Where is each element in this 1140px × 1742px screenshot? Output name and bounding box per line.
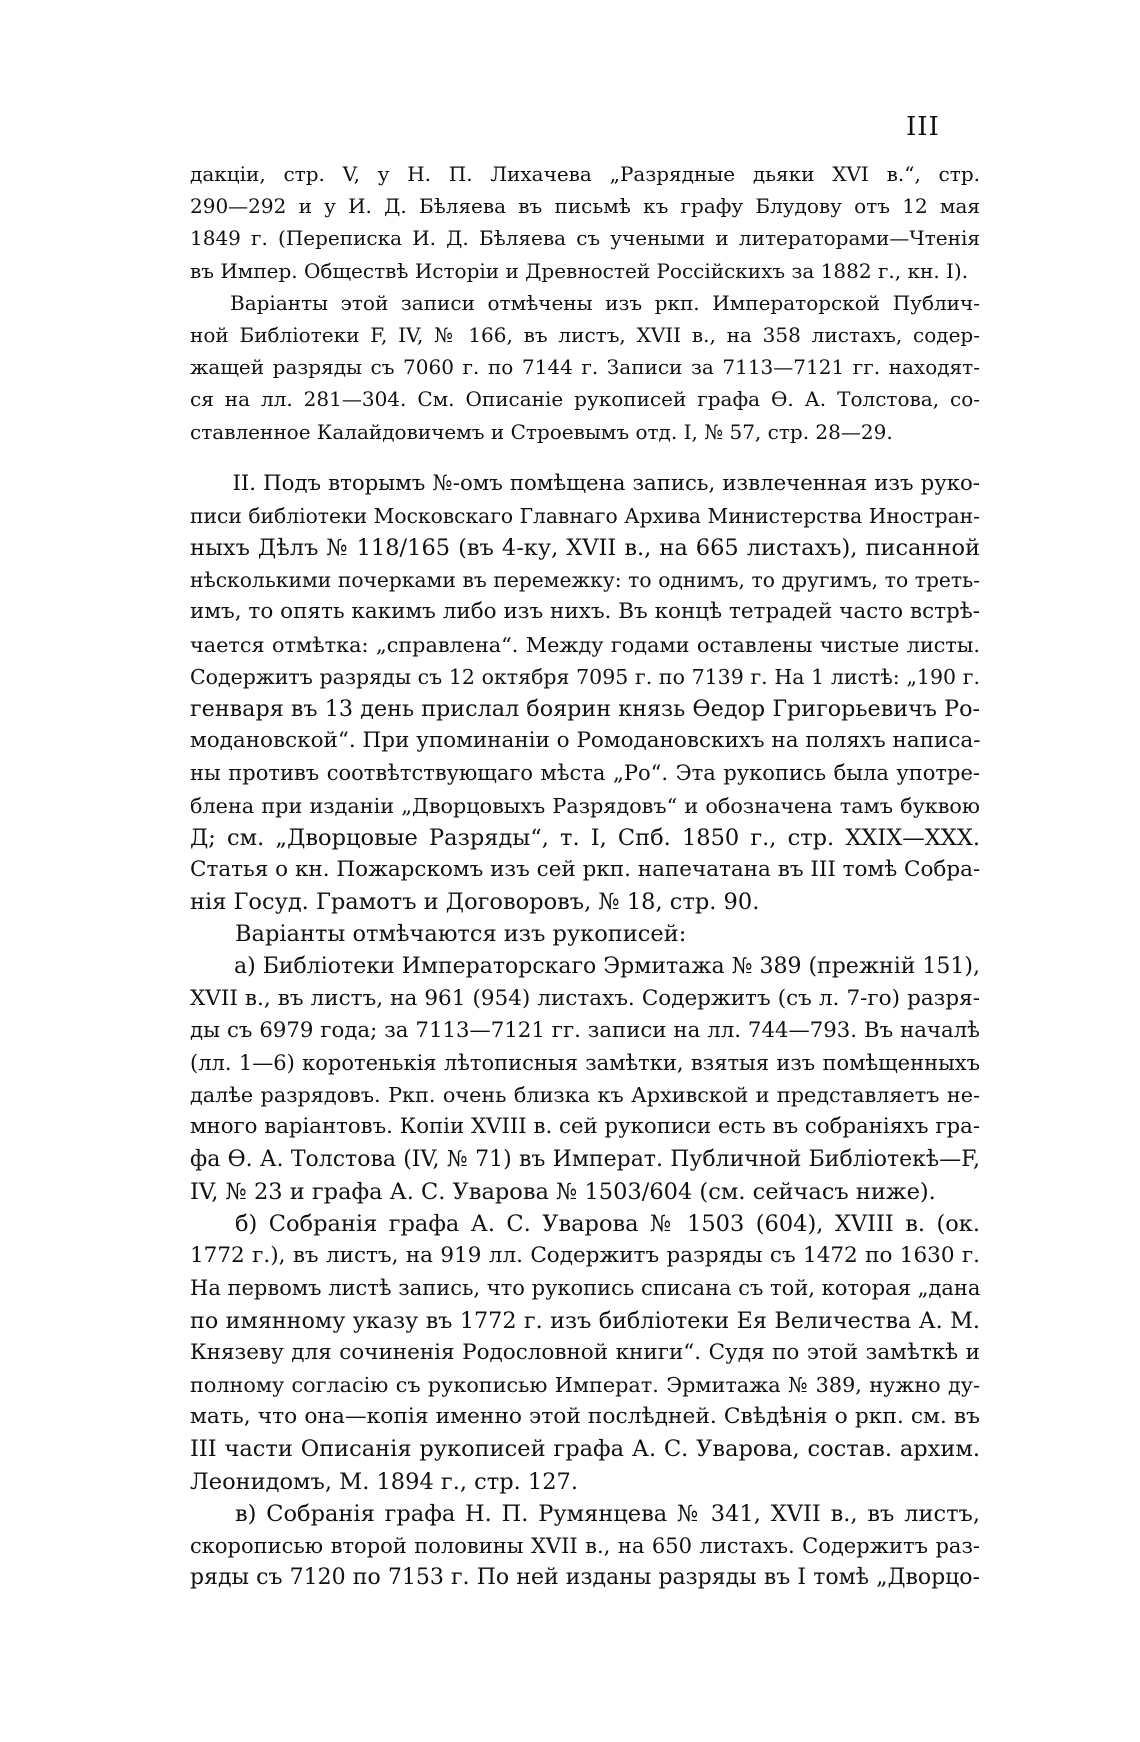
text-line: III части Описанія рукописей графа А. С. Уварова, состав. архим. [190, 1436, 980, 1463]
body-text [190, 158, 980, 1594]
page-number: III [906, 112, 940, 142]
text-line: (лл. 1—6) коротенькія лѣтописныя замѣтки, взятыя изъ помѣщенныхъ [190, 1051, 980, 1076]
text-line: ны противъ соотвѣтствующаго мѣста „Ро“. Эта рукопись была употре- [190, 761, 980, 786]
text-line: далѣе разрядовъ. Ркп. очень близка къ Архивской и представляетъ не- [190, 1083, 980, 1108]
text-line: ставленное Калайдовичемъ и Строевымъ отд. I, № 57, стр. 28—29. [190, 419, 893, 444]
text-line: ной Библіотеки F, IV, № 166, въ листъ, XVII в., на 358 листахъ, содер- [190, 322, 980, 347]
text-line: писи библіотеки Московскаго Главнаго Архива Министерства Иностран- [190, 503, 980, 528]
text-line: Д; см. „Дворцовые Разряды“, т. I, Спб. 1850 г., стр. XXIX—XXX. [190, 824, 980, 851]
text-line: а) Библіотеки Императорскаго Эрмитажа № 389 (прежній 151), [234, 953, 980, 979]
text-line: фа Ѳ. А. Толстова (IV, № 71) въ Императ. Публичной Библіотекѣ—F, [190, 1146, 980, 1172]
text-line: Содержитъ разряды съ 12 октября 7095 г. по 7139 г. На 1 листѣ: „190 г. [190, 664, 980, 689]
text-line: много варіантовъ. Копіи XVIII в. сей рукописи есть въ собраніяхъ гра- [190, 1114, 980, 1140]
text-line: IV, № 23 и графа А. С. Уварова № 1503/604 (см. сейчасъ ниже). [190, 1178, 936, 1205]
text-line: Варіанты отмѣчаются изъ рукописей: [235, 921, 687, 948]
text-line: нѣсколькими почерками въ перемежку: то однимъ, то другимъ, то треть- [190, 568, 980, 593]
text-line: II. Подъ вторымъ №-омъ помѣщена запись, извлеченная изъ руко- [232, 470, 980, 496]
text-line: въ Импер. Обществѣ Исторіи и Древностей Россійскихъ за 1882 г., кн. I). [190, 258, 969, 283]
text-line: нія Госуд. Грамотъ и Договоровъ, № 18, стр. 90. [190, 889, 760, 916]
text-line: XVII в., въ листъ, на 961 (954) листахъ. Содержитъ (съ л. 7-го) разря- [190, 985, 980, 1011]
text-line: Варіанты этой записи отмѣчены изъ ркп. Императорской Публич- [230, 290, 980, 315]
text-line: жащей разряды съ 7060 г. по 7144 г. Записи за 7113—7121 гг. находят- [190, 355, 980, 380]
text-line: Статья о кн. Пожарскомъ изъ сей ркп. напечатана въ III томѣ Собра- [190, 856, 981, 882]
text-line: в) Собранія графа Н. П. Румянцева № 341, XVII в., въ листъ, [235, 1500, 980, 1527]
text-line: ся на лл. 281—304. См. Описаніе рукописей графа Ѳ. А. Толстова, со- [190, 387, 980, 412]
text-line: б) Собранія графа А. С. Уварова № 1503 (604), XVIII в. (ок. [235, 1211, 980, 1237]
text-line: дакціи, стр. V, у Н. П. Лихачева „Разрядные дьяки XVI в.“, стр. [190, 162, 980, 186]
text-line: Леонидомъ, М. 1894 г., стр. 127. [190, 1468, 579, 1495]
text-line: мать, что она—копія именно этой послѣдней. Свѣдѣнія о ркп. см. въ [190, 1404, 980, 1430]
text-line: по имянному указу въ 1772 г. изъ библіотеки Ея Величества А. М. [190, 1307, 980, 1334]
text-line: скорописью второй половины XVII в., на 650 листахъ. Содержитъ раз- [190, 1533, 980, 1558]
text-line: чается отмѣтка: „справлена“. Между годами оставлены чистые листы. [190, 632, 980, 657]
text-line: имъ, то опять какимъ либо изъ нихъ. Въ концѣ тетрадей часто встрѣ- [190, 599, 980, 625]
text-line: 290—292 и у И. Д. Бѣляева въ письмѣ къ графу Блудову отъ 12 мая [190, 194, 980, 219]
text-line: ряды съ 7120 по 7153 г. По ней изданы разряды въ I томѣ „Дворцо- [190, 1565, 980, 1591]
text-line: модановской“. При упоминаніи о Ромодановскихъ на поляхъ написа- [190, 728, 981, 754]
text-line: 1772 г.), въ листъ, на 919 лл. Содержитъ разряды съ 1472 по 1630 г. [190, 1243, 980, 1269]
text-line: генваря въ 13 день прислал боярин князь Ѳедор Григорьевичъ Ро- [190, 696, 980, 722]
text-line: полному согласію съ рукописью Императ. Эрмитажа № 389, нужно ду- [190, 1372, 980, 1397]
text-line: 1849 г. (Переписка И. Д. Бѣляева съ учеными и литераторами—Чтенія [190, 226, 980, 251]
text-line: На первомъ листѣ запись, что рукопись списана съ той, которая „дана [190, 1276, 981, 1301]
text-line: ныхъ Дѣлъ № 118/165 (въ 4-ку, XVII в., на 665 листахъ), писанной [190, 535, 980, 562]
text-line: блена при изданіи „Дворцовыхъ Разрядовъ“ и обозначена тамъ буквою [190, 793, 980, 818]
text-line: Князеву для сочиненія Родословной книги“. Судя по этой замѣткѣ и [190, 1339, 980, 1365]
text-line: ды съ 6979 года; за 7113—7121 гг. записи на лл. 744—793. Въ началѣ [190, 1017, 980, 1043]
